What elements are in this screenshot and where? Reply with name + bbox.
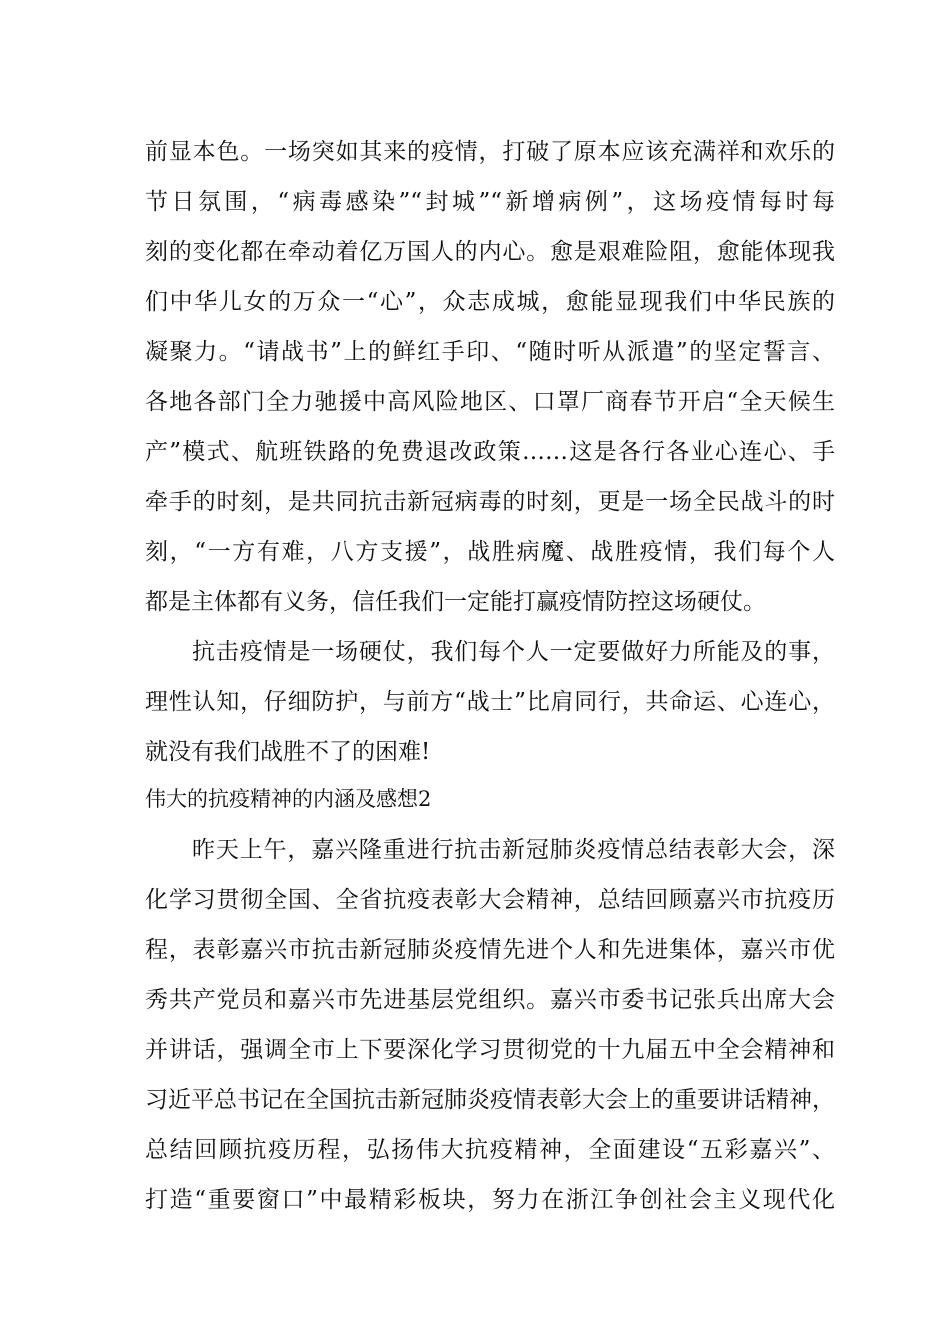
paragraph-3-line-4: 秀共产党员和嘉兴市先进基层党组织。嘉兴市委书记张兵出席大会 [145, 987, 835, 1013]
paragraph-1-line-9: 刻，“一方有难，八方支援”，战胜病魔、战胜疫情，我们每个人 [145, 539, 835, 565]
paragraph-1-line-1: 前显本色。一场突如其来的疫情，打破了原本应该充满祥和欢乐的 [145, 139, 835, 165]
paragraph-1-line-10: 都是主体都有义务，信任我们一定能打赢疫情防控这场硬仗。 [145, 589, 766, 615]
paragraph-1-line-5: 凝聚力。“请战书”上的鲜红手印、“随时听从派遣”的坚定誓言、 [145, 339, 835, 365]
paragraph-1-line-2: 节日氛围，“病毒感染”“封城”“新增病例”，这场疫情每时每 [145, 189, 835, 215]
paragraph-2-line-2: 理性认知，仔细防护，与前方“战士”比肩同行，共命运、心连心， [145, 689, 835, 715]
paragraph-1-line-4: 们中华儿女的万众一“心”，众志成城，愈能显现我们中华民族的 [145, 289, 835, 315]
paragraph-2-line-1: 抗击疫情是一场硬仗，我们每个人一定要做好力所能及的事， [192, 639, 835, 665]
paragraph-3-line-1: 昨天上午，嘉兴隆重进行抗击新冠肺炎疫情总结表彰大会，深 [192, 837, 835, 863]
paragraph-1-line-6: 各地各部门全力驰援中高风险地区、口罩厂商春节开启“全天候生 [145, 389, 835, 415]
paragraph-1-line-8: 牵手的时刻，是共同抗击新冠病毒的时刻，更是一场全民战斗的时 [145, 489, 835, 515]
paragraph-3-line-7: 总结回顾抗疫历程，弘扬伟大抗疫精神，全面建设“五彩嘉兴”、 [145, 1137, 835, 1163]
paragraph-2-line-3: 就没有我们战胜不了的困难! [145, 739, 431, 765]
paragraph-3-line-3: 程，表彰嘉兴市抗击新冠肺炎疫情先进个人和先进集体，嘉兴市优 [145, 937, 835, 963]
paragraph-3-line-2: 化学习贯彻全国、全省抗疫表彰大会精神，总结回顾嘉兴市抗疫历 [145, 887, 835, 913]
paragraph-1-line-3: 刻的变化都在牵动着亿万国人的内心。愈是艰难险阻，愈能体现我 [145, 239, 835, 265]
section-heading: 伟大的抗疫精神的内涵及感想2 [145, 787, 432, 811]
paragraph-3-line-8: 打造“重要窗口”中最精彩板块，努力在浙江争创社会主义现代化 [145, 1187, 835, 1213]
paragraph-3-line-6: 习近平总书记在全国抗击新冠肺炎疫情表彰大会上的重要讲话精神， [145, 1087, 835, 1113]
paragraph-3-line-5: 并讲话，强调全市上下要深化学习贯彻党的十九届五中全会精神和 [145, 1037, 835, 1063]
paragraph-1-line-7: 产”模式、航班铁路的免费退改政策……这是各行各业心连心、手 [145, 439, 835, 465]
